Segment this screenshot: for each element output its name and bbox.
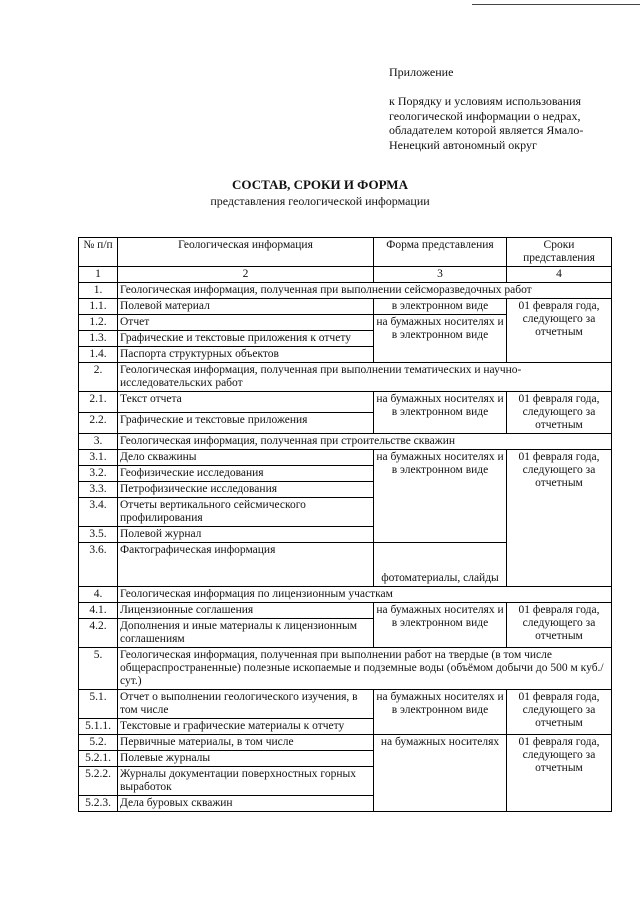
section-row xyxy=(79,587,612,603)
header-form: Форма представления xyxy=(374,238,507,267)
section-title: Геологическая информация, полученная при строительстве скважин xyxy=(118,434,612,450)
row-number: 2.2. xyxy=(79,413,118,434)
row-text: Дела буровых скважин xyxy=(118,796,374,812)
form-cell: в электронном виде xyxy=(374,299,507,315)
section-number: 3. xyxy=(79,434,118,450)
row-text: Журналы документации поверхностных горных выработок xyxy=(118,767,374,796)
row-text: Петрофизические исследования xyxy=(118,482,374,498)
section-number: 2. xyxy=(79,363,118,392)
row-text: Графические и текстовые приложения к отчету xyxy=(118,331,374,347)
form-cell: на бумажных носителях xyxy=(374,735,507,812)
col-number-1: 1 xyxy=(79,267,118,283)
table-row xyxy=(79,299,612,315)
row-number: 1.3. xyxy=(79,331,118,347)
row-number: 3.5. xyxy=(79,527,118,543)
row-text: Дело скважины xyxy=(118,450,374,466)
header-num: № п/п xyxy=(79,238,118,267)
row-text: Полевые журналы xyxy=(118,751,374,767)
row-number: 5.1.1. xyxy=(79,719,118,735)
table-header-row xyxy=(79,238,612,267)
form-cell: на бумажных носителях и в электронном виде xyxy=(374,603,507,648)
appendix-text: к Порядку и условиям использования геологической информации о недрах, обладателем которой является Ямало-Ненецкий автономный округ xyxy=(389,94,584,152)
row-number: 1.4. xyxy=(79,347,118,363)
row-text: Текстовые и графические материалы к отчету xyxy=(118,719,374,735)
row-number: 3.6. xyxy=(79,543,118,587)
appendix-block xyxy=(389,65,624,152)
row-number: 4.1. xyxy=(79,603,118,619)
row-number: 5.2.2. xyxy=(79,767,118,796)
row-text: Графические и текстовые приложения xyxy=(118,413,374,434)
form-cell: на бумажных носителях и в электронном виде xyxy=(374,450,507,543)
row-text: Полевой материал xyxy=(118,299,374,315)
appendix-title: Приложение xyxy=(389,65,454,79)
row-number: 3.4. xyxy=(79,498,118,527)
section-number: 1. xyxy=(79,283,118,299)
row-number: 5.2.1. xyxy=(79,751,118,767)
col-number-4: 4 xyxy=(507,267,612,283)
deadline-cell: 01 февраля года, следующего за отчетным xyxy=(507,450,612,587)
row-number: 3.3. xyxy=(79,482,118,498)
row-text: Лицензионные соглашения xyxy=(118,603,374,619)
section-row xyxy=(79,434,612,450)
section-number: 4. xyxy=(79,587,118,603)
deadline-cell: 01 февраля года, следующего за отчетным xyxy=(507,603,612,648)
section-title: Геологическая информация, полученная при выполнении работ на твердые (в том числе общераспространенные) полезные ископаемые и подземные воды (объёмом добычи до 500 м куб./сут.) xyxy=(118,648,612,690)
row-text: Дополнения и иные материалы к лицензионным соглашениям xyxy=(118,619,374,648)
row-text: Геофизические исследования xyxy=(118,466,374,482)
row-number: 3.1. xyxy=(79,450,118,466)
deadline-cell: 01 февраля года, следующего за отчетным xyxy=(507,392,612,434)
row-number: 5.2. xyxy=(79,735,118,751)
section-title: Геологическая информация, полученная при выполнении тематических и научно-исследовательских работ xyxy=(118,363,612,392)
row-text: Фактографическая информация xyxy=(118,543,374,587)
row-text: Полевой журнал xyxy=(118,527,374,543)
section-row xyxy=(79,283,612,299)
row-text: Отчеты вертикального сейсмического профилирования xyxy=(118,498,374,527)
section-row xyxy=(79,648,612,690)
row-text: Первичные материалы, в том числе xyxy=(118,735,374,751)
row-number: 4.2. xyxy=(79,619,118,648)
row-text: Текст отчета xyxy=(118,392,374,413)
column-number-row xyxy=(79,267,612,283)
table-row xyxy=(79,450,612,466)
table-row xyxy=(79,690,612,719)
section-row xyxy=(79,363,612,392)
deadline-cell: 01 февраля года, следующего за отчетным xyxy=(507,690,612,735)
row-text: Отчет о выполнении геологического изучения, в том числе xyxy=(118,690,374,719)
top-rule xyxy=(472,4,640,5)
form-cell: на бумажных носителях и в электронном виде xyxy=(374,315,507,363)
row-number: 5.2.3. xyxy=(79,796,118,812)
form-cell: на бумажных носителях и в электронном виде xyxy=(374,690,507,735)
row-number: 2.1. xyxy=(79,392,118,413)
deadline-cell: 01 февраля года, следующего за отчетным xyxy=(507,299,612,363)
header-deadline: Сроки представления xyxy=(507,238,612,267)
col-number-2: 2 xyxy=(118,267,374,283)
table-row xyxy=(79,735,612,751)
col-number-3: 3 xyxy=(374,267,507,283)
deadline-cell: 01 февраля года, следующего за отчетным xyxy=(507,735,612,812)
row-number: 1.2. xyxy=(79,315,118,331)
row-number: 1.1. xyxy=(79,299,118,315)
info-table xyxy=(78,237,612,812)
form-cell: на бумажных носителях и в электронном виде xyxy=(374,392,507,434)
document-title: СОСТАВ, СРОКИ И ФОРМА xyxy=(232,177,408,192)
row-number: 5.1. xyxy=(79,690,118,719)
row-text: Паспорта структурных объектов xyxy=(118,347,374,363)
form-cell: фотоматериалы, слайды xyxy=(374,543,507,587)
row-number: 3.2. xyxy=(79,466,118,482)
section-number: 5. xyxy=(79,648,118,690)
table-row xyxy=(79,392,612,413)
row-text: Отчет xyxy=(118,315,374,331)
document-subtitle: представления геологической информации xyxy=(210,194,430,208)
table-row xyxy=(79,603,612,619)
section-title: Геологическая информация по лицензионным участкам xyxy=(118,587,612,603)
section-title: Геологическая информация, полученная при выполнении сейсморазведочных работ xyxy=(118,283,612,299)
header-info: Геологическая информация xyxy=(118,238,374,267)
